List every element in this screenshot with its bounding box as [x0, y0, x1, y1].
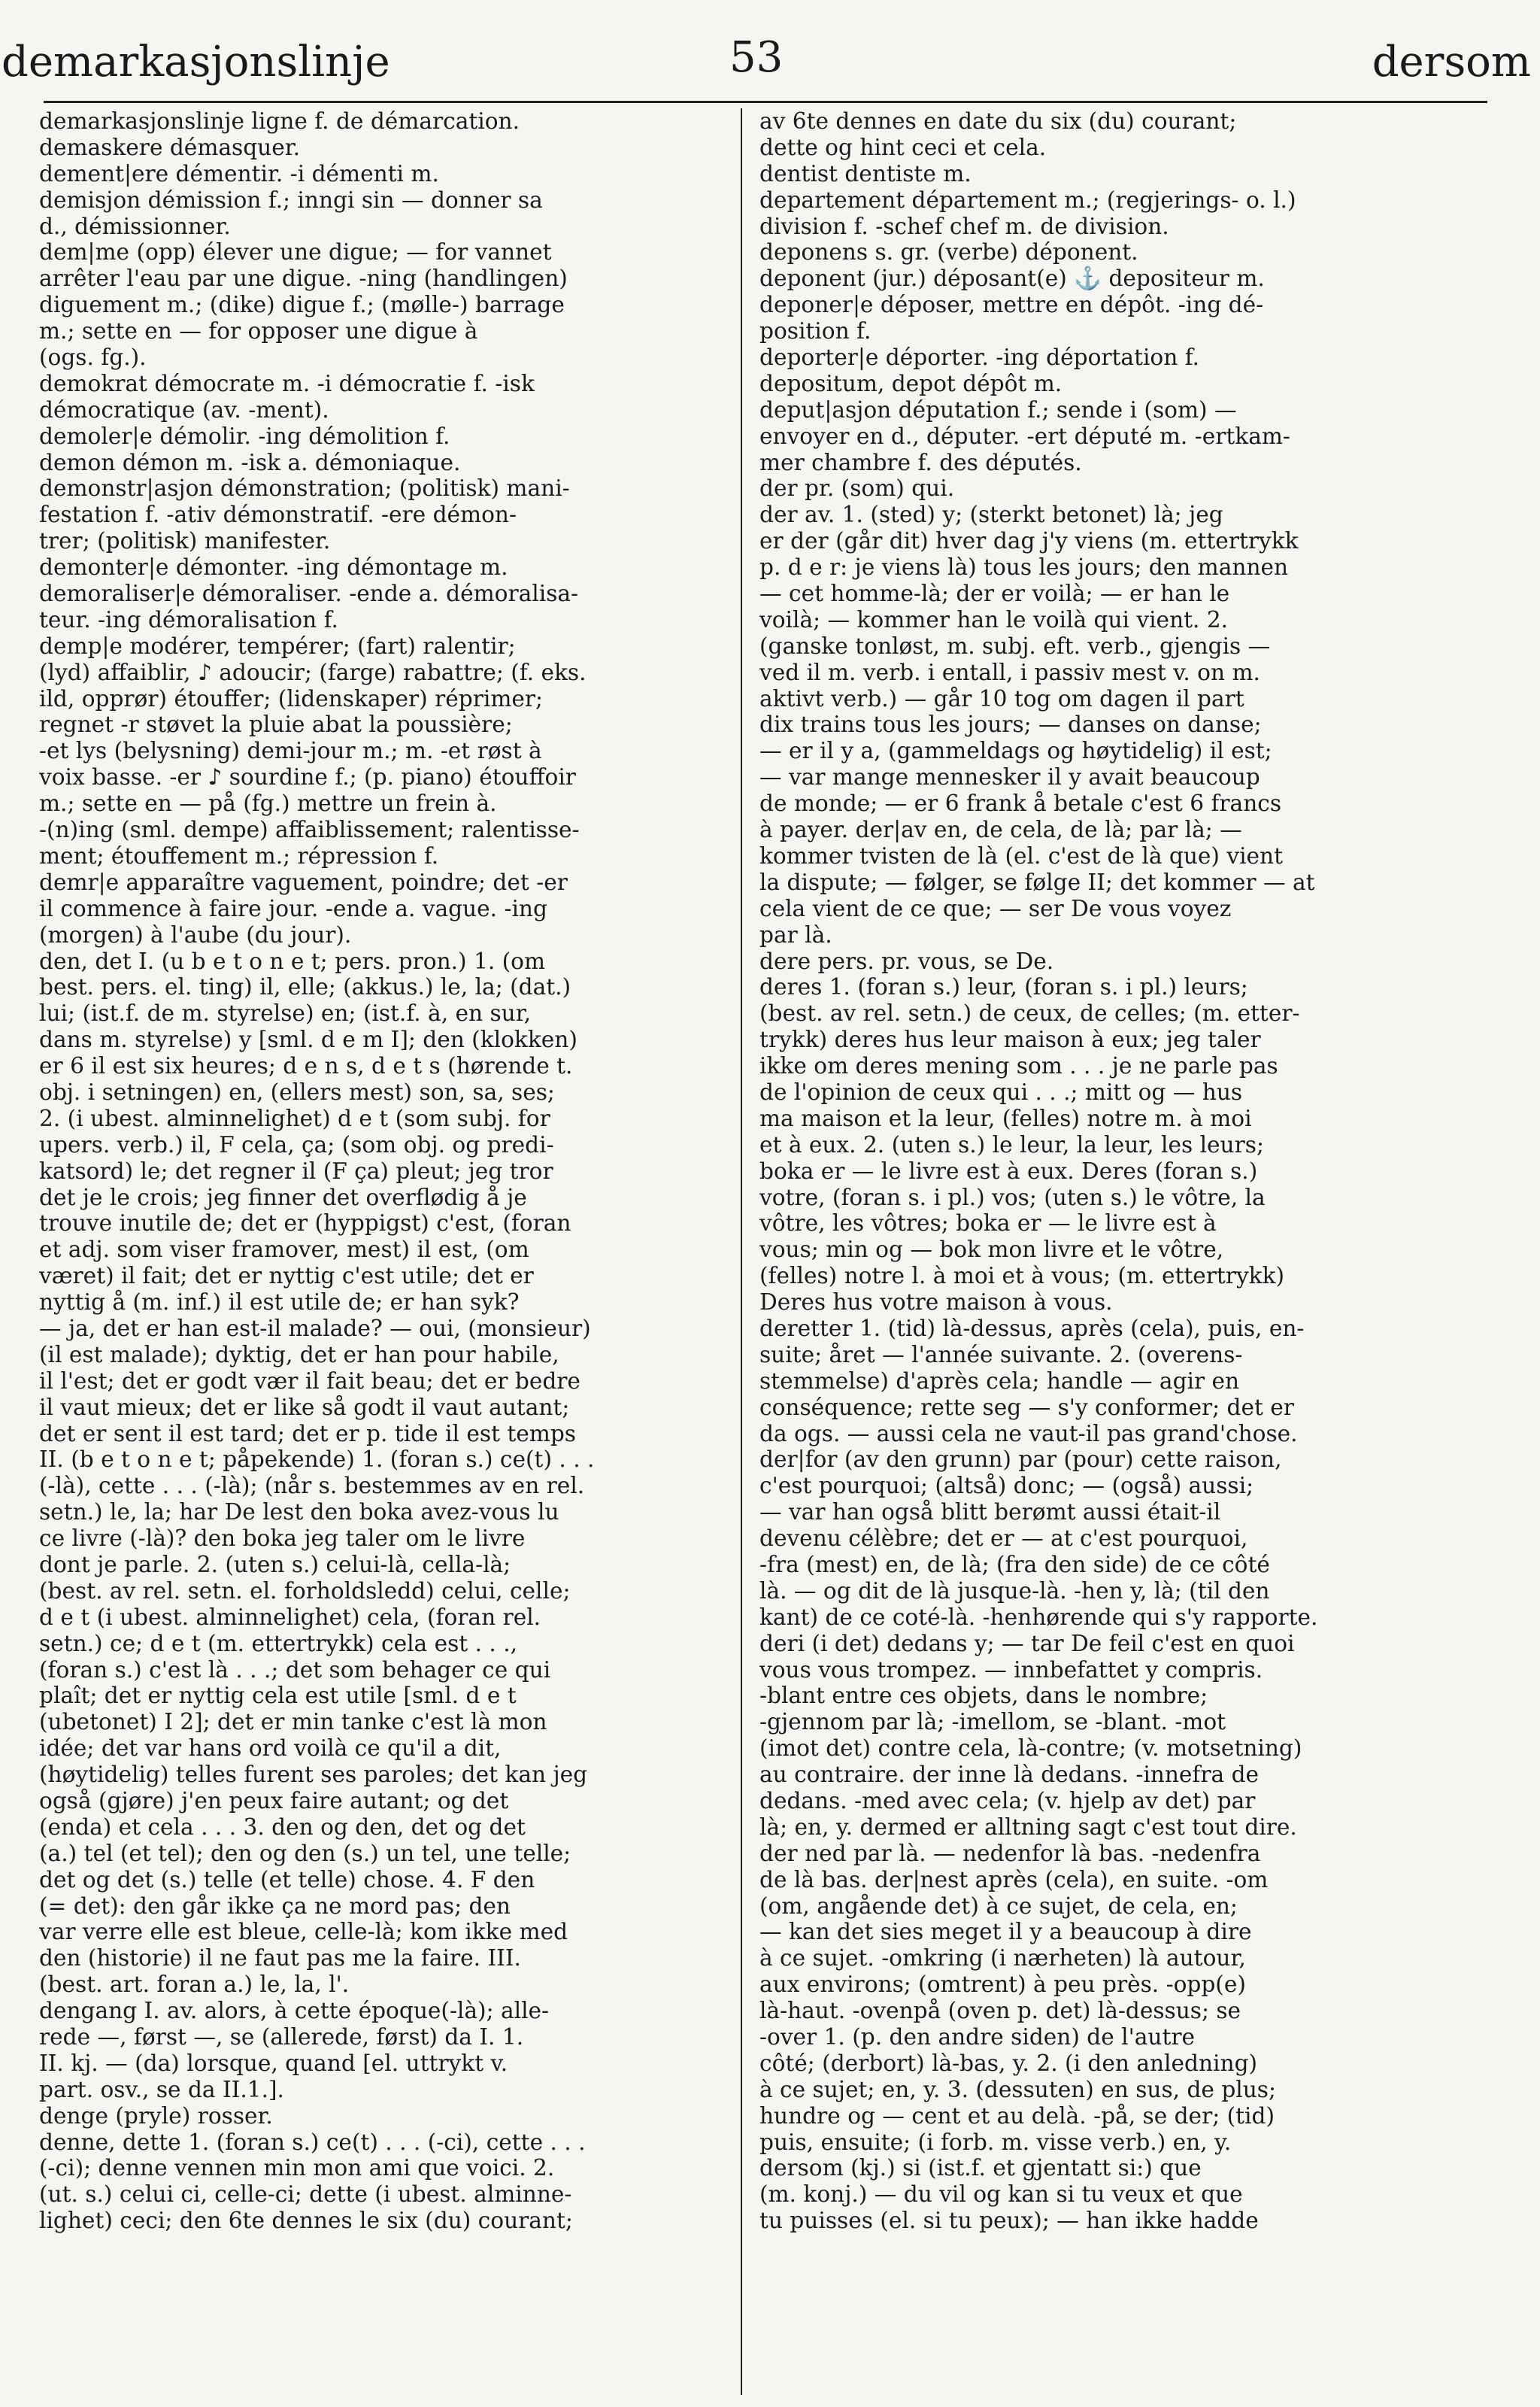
- text-line: puis, ensuite; (i forb. m. visse verb.) en, y.: [759, 2129, 1232, 2155]
- text-line: der|for (av den grunn) par (pour) cette raison,: [759, 1446, 1282, 1473]
- text-line: deretter 1. (tid) là-dessus, après (cela), puis, en-: [759, 1315, 1305, 1341]
- text-line: (ut. s.) celui ci, celle-ci; dette (i ubest. alminne-: [39, 2181, 572, 2208]
- text-line: II. kj. — (da) lorsque, quand [el. uttrykt v.: [39, 2050, 508, 2076]
- text-line: la dispute; — følger, se følge II; det kommer — at: [759, 869, 1315, 895]
- text-line: dont je parle. 2. (uten s.) celui-là, cella-là;: [39, 1551, 511, 1577]
- text-line: conséquence; rette seg — s'y conformer; det er: [759, 1394, 1294, 1420]
- text-line: tu puisses (el. si tu peux); — han ikke hadde: [759, 2208, 1259, 2234]
- text-line: mer chambre f. des députés.: [759, 449, 1082, 475]
- text-line: (best. av rel. setn.) de ceux, de celles; (m. etter-: [759, 1000, 1300, 1027]
- text-line: dans m. styrelse) y [sml. d e m I]; den (klokken): [39, 1027, 578, 1053]
- running-head: [0, 33, 1540, 93]
- text-line: stemmelse) d'après cela; handle — agir en: [759, 1367, 1240, 1394]
- text-line: part. osv., se da II.1.].: [39, 2076, 284, 2102]
- text-line: dix trains tous les jours; — danses on danse;: [759, 712, 1262, 738]
- text-line: (lyd) affaiblir, ♪ adoucir; (farge) rabattre; (f. eks.: [39, 659, 587, 685]
- text-line: -fra (mest) en, de là; (fra den side) de ce côté: [759, 1551, 1270, 1577]
- text-line: dement|ere démentir. -i démenti m.: [39, 160, 439, 187]
- text-line: da ogs. — aussi cela ne vaut-il pas grand'chose.: [759, 1420, 1298, 1446]
- text-line: dersom (kj.) si (ist.f. et gjentatt si:) que: [759, 2155, 1202, 2181]
- text-line: devenu célèbre; det er — at c'est pourquoi,: [759, 1525, 1248, 1552]
- text-line: deponer|e déposer, mettre en dépôt. -ing dé-: [759, 292, 1264, 318]
- text-line: -blant entre ces objets, dans le nombre;: [759, 1683, 1208, 1709]
- text-line: av 6te dennes en date du six (du) courant;: [759, 108, 1237, 134]
- text-line: (felles) notre l. à moi et à vous; (m. ettertrykk): [759, 1263, 1285, 1289]
- text-line: deporter|e déporter. -ing déportation f.: [759, 345, 1200, 371]
- text-line: den (historie) il ne faut pas me la faire. III.: [39, 1945, 521, 1971]
- text-line: il commence à faire jour. -ende a. vague. -ing: [39, 895, 547, 921]
- text-line: voilà; — kommer han le voilà qui vient. 2.: [759, 606, 1229, 633]
- text-line: er 6 il est six heures; d e n s, d e t s (hørende t.: [39, 1053, 573, 1079]
- text-line: plaît; det er nyttig cela est utile [sml. d e t: [39, 1683, 517, 1709]
- text-line: cela vient de ce que; — ser De vous voyez: [759, 895, 1232, 921]
- text-line: — kan det sies meget il y a beaucoup à dire: [759, 1919, 1252, 1945]
- left-guide-word: demarkasjonslinje: [2, 38, 390, 87]
- text-line: et adj. som viser framover, mest) il est, (om: [39, 1237, 529, 1263]
- text-line: suite; året — l'année suivante. 2. (overens-: [759, 1341, 1243, 1367]
- text-line: (enda) et cela . . . 3. den og den, det og det: [39, 1814, 526, 1840]
- text-line: ved il m. verb. i entall, i passiv mest v. on m.: [759, 659, 1260, 685]
- text-line: deri (i det) dedans y; — tar De feil c'est en quoi: [759, 1630, 1295, 1656]
- text-line: vous; min og — bok mon livre et le vôtre,: [759, 1237, 1224, 1263]
- text-line: trykk) deres hus leur maison à eux; jeg taler: [759, 1027, 1261, 1053]
- left-column: [39, 108, 750, 2395]
- text-line: dere pers. pr. vous, se De.: [759, 948, 1054, 974]
- text-line: 2. (i ubest. alminnelighet) d e t (som subj. for: [39, 1105, 550, 1131]
- text-line: der av. 1. (sted) y; (sterkt betonet) là; jeg: [759, 502, 1223, 528]
- text-line: demonstr|asjon démonstration; (politisk) mani-: [39, 475, 570, 502]
- text-line: vous vous trompez. — innbefattet y compris.: [759, 1656, 1263, 1683]
- text-line: det er sent il est tard; det er p. tide il est temps: [39, 1420, 576, 1446]
- text-line: (m. konj.) — du vil og kan si tu veux et que: [759, 2181, 1243, 2208]
- text-line: (høytidelig) telles furent ses paroles; det kan jeg: [39, 1762, 588, 1788]
- text-line: boka er — le livre est à eux. Deres (foran s.): [759, 1158, 1258, 1184]
- text-line: (ogs. fg.).: [39, 345, 147, 371]
- text-line: diguement m.; (dike) digue f.; (mølle-) barrage: [39, 292, 565, 318]
- text-line: demokrat démocrate m. -i démocratie f. -isk: [39, 370, 535, 396]
- text-line: demon démon m. -isk a. démoniaque.: [39, 449, 461, 475]
- text-line: p. d e r: je viens là) tous les jours; den mannen: [759, 554, 1289, 581]
- text-line: (-ci); denne vennen min mon ami que voici. 2.: [39, 2155, 555, 2181]
- text-line: démocratique (av. -ment).: [39, 396, 329, 423]
- text-line: depositum, depot dépôt m.: [759, 370, 1063, 396]
- text-line: (best. av rel. setn. el. forholdsledd) celui, celle;: [39, 1577, 571, 1604]
- text-line: demoler|e démolir. -ing démolition f.: [39, 423, 450, 449]
- text-line: trouve inutile de; det er (hyppigst) c'est, (foran: [39, 1210, 571, 1237]
- text-line: dengang I. av. alors, à cette époque(-là); alle-: [39, 1998, 550, 2024]
- page-number: 53: [729, 33, 784, 82]
- text-line: demr|e apparaître vaguement, poindre; det -er: [39, 869, 568, 895]
- text-line: var verre elle est bleue, celle-là; kom ikke med: [39, 1919, 568, 1945]
- text-line: rede —, først —, se (allerede, først) da I. 1.: [39, 2024, 524, 2050]
- text-line: (-là), cette . . . (-là); (når s. bestemmes av en rel.: [39, 1473, 585, 1499]
- right-guide-word: dersom: [1372, 38, 1531, 87]
- text-line: deponent (jur.) déposant(e) ⚓ depositeur m.: [759, 266, 1265, 292]
- text-line: ikke om deres mening som . . . je ne parle pas: [759, 1053, 1278, 1079]
- text-line: il l'est; det er godt vær il fait beau; det er bedre: [39, 1367, 581, 1394]
- text-line: dette og hint ceci et cela.: [759, 134, 1047, 160]
- text-line: et à eux. 2. (uten s.) le leur, la leur, les leurs;: [759, 1131, 1264, 1158]
- text-line: — ja, det er han est-il malade? — oui, (monsieur): [39, 1315, 591, 1341]
- text-line: envoyer en d., députer. -ert député m. -ertkam-: [759, 423, 1290, 449]
- text-line: ma maison et la leur, (felles) notre m. à moi: [759, 1105, 1252, 1131]
- text-line: — er il y a, (gammeldags og høytidelig) il est;: [759, 738, 1272, 764]
- text-line: II. (b e t o n e t; påpekende) 1. (foran s.) ce(t) . . .: [39, 1446, 595, 1473]
- text-line: (ganske tonløst, m. subj. eft. verb., gjengis —: [759, 633, 1271, 659]
- text-line: best. pers. el. ting) il, elle; (akkus.) le, la; (dat.): [39, 974, 571, 1000]
- text-line: aktivt verb.) — går 10 tog om dagen il part: [759, 685, 1244, 712]
- text-line: demaskere démasquer.: [39, 134, 301, 160]
- text-line: là; en, y. dermed er alltning sagt c'est tout dire.: [759, 1814, 1297, 1840]
- text-line: den, det I. (u b e t o n e t; pers. pron.) 1. (om: [39, 948, 546, 974]
- text-line: voix basse. -er ♪ sourdine f.; (p. piano) étouffoir: [39, 764, 576, 791]
- text-line: -over 1. (p. den andre siden) de l'autre: [759, 2024, 1196, 2050]
- text-line: teur. -ing démoralisation f.: [39, 606, 338, 633]
- text-line: (il est malade); dyktig, det er han pour habile,: [39, 1341, 559, 1367]
- text-line: også (gjøre) j'en peux faire autant; og det: [39, 1788, 509, 1814]
- text-line: c'est pourquoi; (altså) donc; — (også) aussi;: [759, 1473, 1254, 1499]
- text-line: de monde; — er 6 frank å betale c'est 6 francs: [759, 791, 1282, 817]
- text-line: upers. verb.) il, F cela, ça; (som obj. og predi-: [39, 1131, 554, 1158]
- text-line: position f.: [759, 318, 872, 345]
- text-line: ce livre (-là)? den boka jeg taler om le livre: [39, 1525, 526, 1552]
- text-line: lighet) ceci; den 6te dennes le six (du) courant;: [39, 2208, 573, 2234]
- text-line: au contraire. der inne là dedans. -innefra de: [759, 1762, 1260, 1788]
- text-line: demarkasjonslinje ligne f. de démarcation.: [39, 108, 520, 134]
- text-line: -et lys (belysning) demi-jour m.; m. -et røst à: [39, 738, 542, 764]
- text-line: det og det (s.) telle (et telle) chose. 4. F den: [39, 1866, 535, 1893]
- text-line: demoraliser|e démoraliser. -ende a. démoralisa-: [39, 581, 579, 607]
- text-line: votre, (foran s. i pl.) vos; (uten s.) le vôtre, la: [759, 1184, 1266, 1210]
- text-line: (morgen) à l'aube (du jour).: [39, 921, 352, 948]
- text-line: festation f. -ativ démonstratif. -ere démon-: [39, 502, 517, 528]
- text-line: demp|e modérer, tempérer; (fart) ralentir;: [39, 633, 516, 659]
- text-line: côté; (derbort) là-bas, y. 2. (i den anledning): [759, 2050, 1258, 2076]
- text-line: obj. i setningen) en, (ellers mest) son, sa, ses;: [39, 1079, 555, 1105]
- text-line: de là bas. der|nest après (cela), en suite. -om: [759, 1866, 1269, 1893]
- text-line: à payer. der|av en, de cela, de là; par là; —: [759, 817, 1242, 843]
- text-line: (ubetonet) I 2]; det er min tanke c'est là mon: [39, 1709, 547, 1735]
- text-line: der ned par là. — nedenfor là bas. -nedenfra: [759, 1840, 1261, 1866]
- text-line: de l'opinion de ceux qui . . .; mitt og — hus: [759, 1079, 1243, 1105]
- text-line: il vaut mieux; det er like så godt il vaut autant;: [39, 1394, 570, 1420]
- text-line: katsord) le; det regner il (F ça) pleut; jeg tror: [39, 1158, 553, 1184]
- text-line: m.; sette en — på (fg.) mettre un frein à.: [39, 791, 497, 817]
- text-line: (imot det) contre cela, là-contre; (v. motsetning): [759, 1735, 1302, 1762]
- text-line: demisjon démission f.; inngi sin — donner sa: [39, 187, 543, 213]
- text-line: denne, dette 1. (foran s.) ce(t) . . . (-ci), cette . . .: [39, 2129, 586, 2155]
- text-line: (= det): den går ikke ça ne mord pas; den: [39, 1893, 511, 1919]
- text-line: vôtre, les vôtres; boka er — le livre est à: [759, 1210, 1217, 1237]
- text-line: — var mange mennesker il y avait beaucoup: [759, 764, 1260, 791]
- text-line: d., démissionner.: [39, 213, 231, 239]
- text-line: — cet homme-là; der er voilà; — er han le: [759, 581, 1230, 607]
- text-line: arrêter l'eau par une digue. -ning (handlingen): [39, 266, 568, 292]
- text-line: là-haut. -ovenpå (oven p. det) là-dessus; se: [759, 1998, 1241, 2024]
- text-line: er der (går dit) hver dag j'y viens (m. ettertrykk: [759, 528, 1299, 554]
- text-line: idée; det var hans ord voilà ce qu'il a dit,: [39, 1735, 502, 1762]
- text-line: par là.: [759, 921, 832, 948]
- text-line: deponens s. gr. (verbe) déponent.: [759, 239, 1138, 266]
- column-divider: [741, 108, 742, 2395]
- text-line: der pr. (som) qui.: [759, 475, 955, 502]
- text-line: dedans. -med avec cela; (v. hjelp av det) par: [759, 1788, 1256, 1814]
- text-line: à ce sujet; en, y. 3. (dessuten) en sus, de plus;: [759, 2076, 1276, 2102]
- text-line: -gjennom par là; -imellom, se -blant. -mot: [759, 1709, 1226, 1735]
- text-line: aux environs; (omtrent) à peu près. -opp(e): [759, 1971, 1246, 1998]
- text-line: departement département m.; (regjerings- o. l.): [759, 187, 1296, 213]
- text-line: dentist dentiste m.: [759, 160, 972, 187]
- text-line: m.; sette en — for opposer une digue à: [39, 318, 478, 345]
- text-line: regnet -r støvet la pluie abat la poussière;: [39, 712, 513, 738]
- text-line: denge (pryle) rosser.: [39, 2102, 273, 2129]
- text-line: været) il fait; det er nyttig c'est utile; det er: [39, 1263, 534, 1289]
- text-line: kommer tvisten de là (el. c'est de là que) vient: [759, 842, 1284, 869]
- text-line: det je le crois; jeg finner det overflødig å je: [39, 1184, 527, 1210]
- text-line: deput|asjon députation f.; sende i (som) —: [759, 396, 1237, 423]
- text-line: trer; (politisk) manifester.: [39, 528, 331, 554]
- text-line: là. — og dit de là jusque-là. -hen y, là; (til den: [759, 1577, 1270, 1604]
- text-line: setn.) ce; d e t (m. ettertrykk) cela est . . .,: [39, 1630, 518, 1656]
- text-line: à ce sujet. -omkring (i nærheten) là autour,: [759, 1945, 1246, 1971]
- text-line: ment; étouffement m.; répression f.: [39, 842, 439, 869]
- text-line: (om, angående det) à ce sujet, de cela, en;: [759, 1893, 1238, 1919]
- text-line: (best. art. foran a.) le, la, l'.: [39, 1971, 350, 1998]
- text-line: hundre og — cent et au delà. -på, se der; (tid): [759, 2102, 1275, 2129]
- text-line: -(n)ing (sml. dempe) affaiblissement; ralentisse-: [39, 817, 580, 843]
- text-line: ild, opprør) étouffer; (lidenskaper) réprimer;: [39, 685, 544, 712]
- text-line: (a.) tel (et tel); den og den (s.) un tel, une telle;: [39, 1840, 571, 1866]
- header-rule: [44, 101, 1487, 103]
- text-line: nyttig å (m. inf.) il est utile de; er han syk?: [39, 1289, 520, 1316]
- text-line: — var han også blitt berømt aussi était-il: [759, 1499, 1221, 1525]
- text-line: lui; (ist.f. de m. styrelse) en; (ist.f. à, en sur,: [39, 1000, 532, 1027]
- text-line: d e t (i ubest. alminnelighet) cela, (foran rel.: [39, 1604, 541, 1630]
- text-line: division f. -schef chef m. de division.: [759, 213, 1169, 239]
- text-line: deres 1. (foran s.) leur, (foran s. i pl.) leurs;: [759, 974, 1248, 1000]
- text-line: kant) de ce coté-là. -henhørende qui s'y rapporte.: [759, 1604, 1318, 1630]
- text-line: (foran s.) c'est là . . .; det som behager ce qui: [39, 1656, 551, 1683]
- text-line: Deres hus votre maison à vous.: [759, 1289, 1113, 1316]
- right-column: [759, 108, 1470, 2395]
- text-line: demonter|e démonter. -ing démontage m.: [39, 554, 508, 581]
- text-line: setn.) le, la; har De lest den boka avez-vous lu: [39, 1499, 559, 1525]
- text-line: dem|me (opp) élever une digue; — for vannet: [39, 239, 552, 266]
